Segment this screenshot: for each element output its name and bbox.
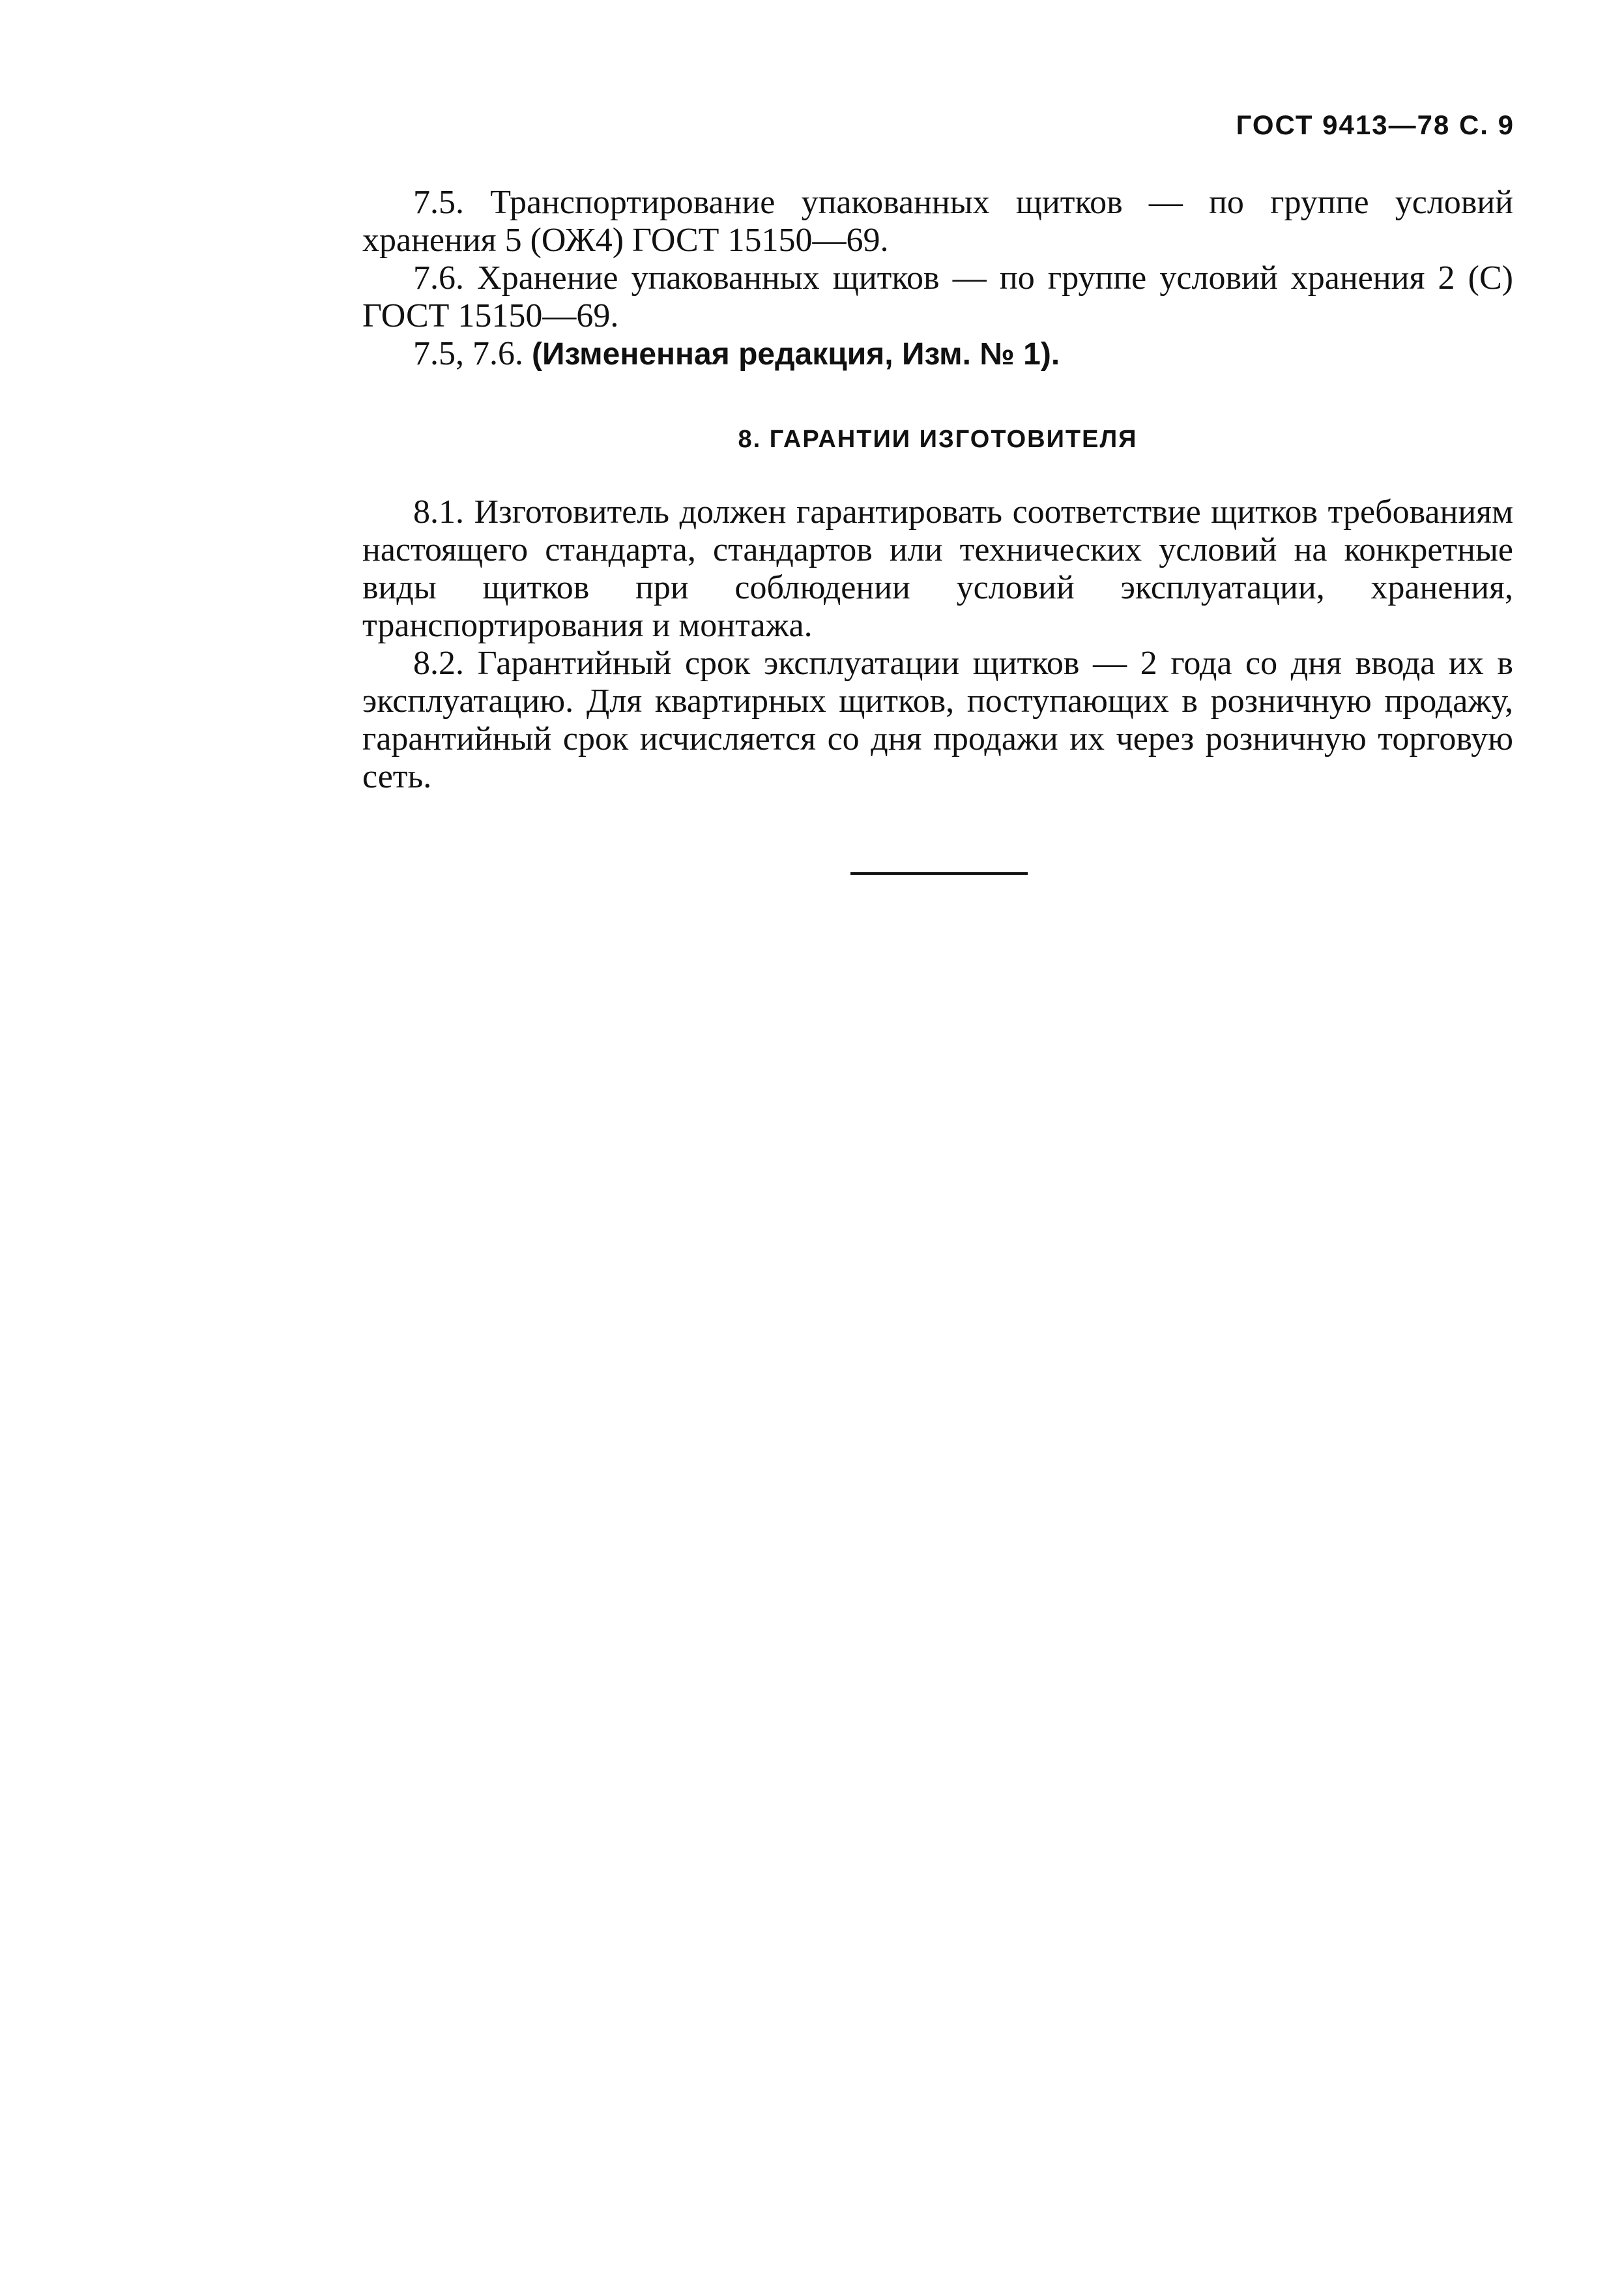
amendment-prefix: 7.5, 7.6.	[413, 335, 532, 372]
document-body	[362, 184, 1513, 796]
amendment-bold: (Измененная редакция, Изм. № 1).	[532, 337, 1060, 372]
paragraph-8-1: 8.1. Изготовитель должен гарантировать соответствие щитков требованиям настоящего стандарта, стандартов или технических условий на конкретные виды щитков при соблюдении условий эксплуатации, хранения, транспортирования и монтажа.	[362, 493, 1513, 644]
end-divider	[850, 872, 1028, 875]
page-header: ГОСТ 9413—78 С. 9	[1236, 110, 1515, 140]
paragraph-8-2: 8.2. Гарантийный срок эксплуатации щитков — 2 года со дня ввода их в эксплуатацию. Для квартирных щитков, поступающих в розничную продажу, гарантийный срок исчисляется со дня продажи их через розничную торговую сеть.	[362, 645, 1513, 795]
paragraph-7-6: 7.6. Хранение упакованных щитков — по группе условий хранения 2 (С) ГОСТ 15150—69.	[362, 259, 1513, 334]
paragraph-7-5: 7.5. Транспортирование упакованных щитков — по группе условий хранения 5 (ОЖ4) ГОСТ 15150—69.	[362, 184, 1513, 259]
section-8-title: 8. ГАРАНТИИ ИЗГОТОВИТЕЛЯ	[738, 426, 1138, 453]
amendment-note	[362, 335, 1513, 374]
